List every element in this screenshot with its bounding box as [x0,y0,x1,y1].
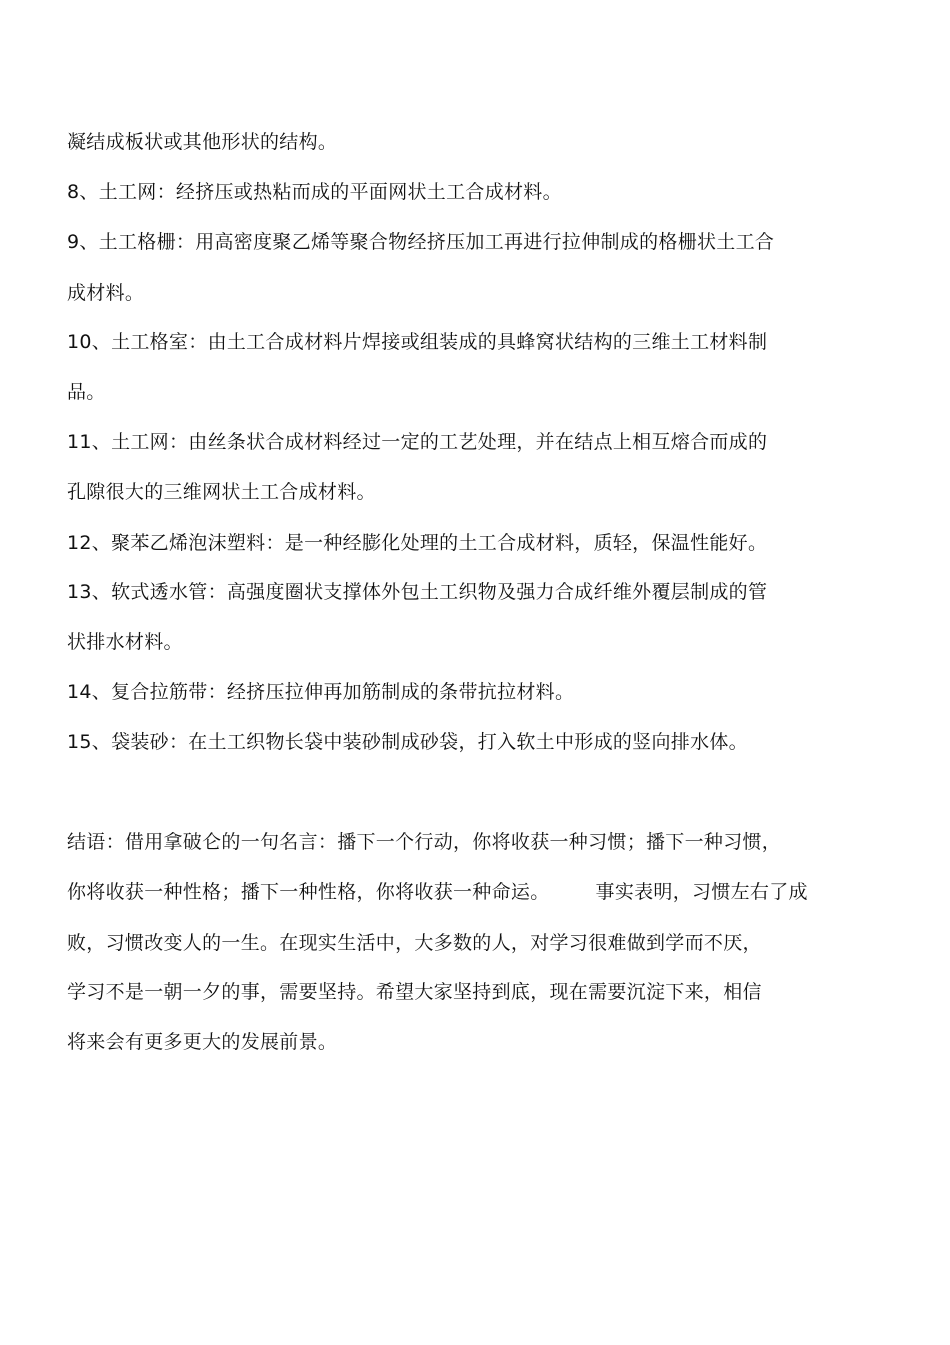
text-line-2: 8、土工网：经挤压或热粘而成的平面网状土工合成材料。 [67,181,562,203]
text-line-6: 品。 [67,381,106,403]
text-line-8: 孔隙很大的三维网状土工合成材料。 [67,481,376,503]
conclusion-line-2 [67,880,808,904]
text-line-13: 15、袋装砂：在土工织物长袋中装砂制成砂袋，打入软土中形成的竖向排水体。 [67,731,748,753]
text-line-3: 9、土工格栅：用高密度聚乙烯等聚合物经挤压加工再进行拉伸制成的格栅状土工合 [67,231,775,253]
conclusion-line-1: 结语：借用拿破仑的一句名言：播下一个行动，你将收获一种习惯；播下一种习惯， [67,831,782,853]
conclusion-line-3: 败，习惯改变人的一生。在现实生活中，大多数的人，对学习很难做到学而不厌， [67,932,762,954]
conclusion-line-2b: 事实表明，习惯左右了成 [595,881,808,903]
text-line-11: 状排水材料。 [67,631,183,653]
conclusion-line-4: 学习不是一朝一夕的事，需要坚持。希望大家坚持到底，现在需要沉淀下来，相信 [67,981,762,1003]
text-line-10: 13、软式透水管：高强度圈状支撑体外包土工织物及强力合成纤维外覆层制成的管 [67,581,768,603]
text-line-9: 12、聚苯乙烯泡沫塑料：是一种经膨化处理的土工合成材料，质轻，保温性能好。 [67,532,768,554]
text-line-1: 凝结成板状或其他形状的结构。 [67,131,338,153]
conclusion-line-2a: 你将收获一种性格；播下一种性格，你将收获一种命运。 [67,881,550,903]
text-line-4: 成材料。 [67,282,145,304]
conclusion-line-5: 将来会有更多更大的发展前景。 [67,1031,338,1053]
text-line-12: 14、复合拉筋带：经挤压拉伸再加筋制成的条带抗拉材料。 [67,681,575,703]
text-line-5: 10、土工格室：由土工合成材料片焊接或组装成的具蜂窝状结构的三维土工材料制 [67,331,768,353]
text-line-7: 11、土工网：由丝条状合成材料经过一定的工艺处理，并在结点上相互熔合而成的 [67,431,768,453]
